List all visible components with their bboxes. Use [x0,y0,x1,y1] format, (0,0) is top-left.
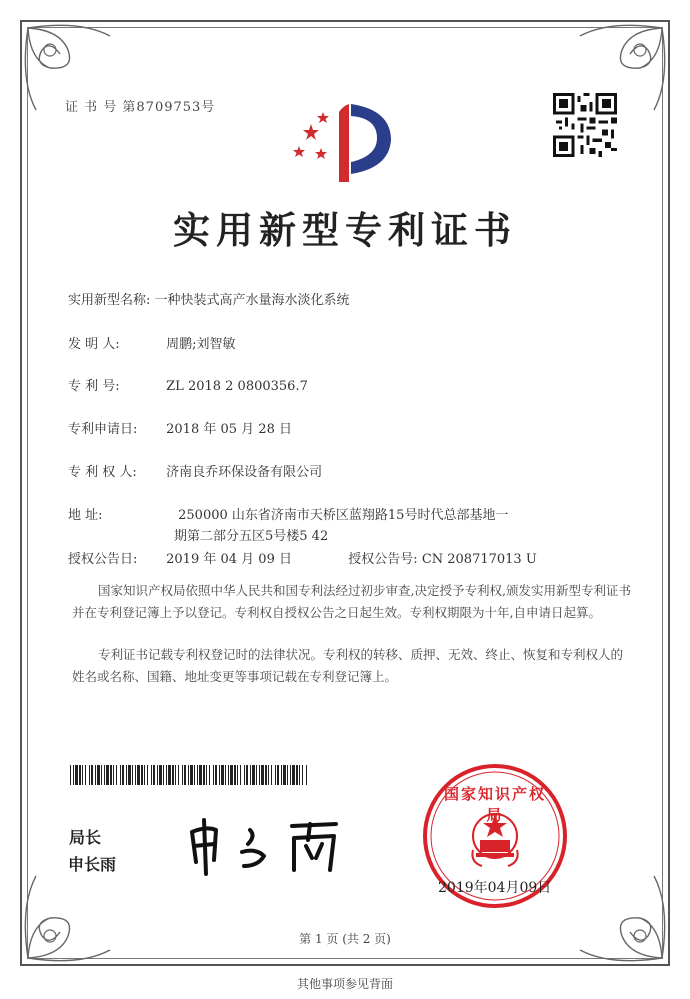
address-line2: 期第二部分五区5号楼5 42 [174,529,329,544]
cnipa-logo-icon [291,102,401,184]
inventor-value: 周鹏;刘智敏 [166,337,236,352]
director-name: 申长雨 [68,855,117,874]
certificate-number: 证 书 号 第8709753号 [65,100,216,115]
qr-code-icon [553,93,617,157]
grant-no-label: 授权公告号: [348,552,418,567]
grant-date-label: 授权公告日: [68,552,138,567]
utility-name-row [68,289,350,308]
utility-name-value: 一种快装式高产水量海水淡化系统 [154,293,350,308]
page-number: 第 1 页 (共 2 页) [299,932,391,946]
seal-text: 国家知识产权局 [443,785,546,824]
patentee-row [68,461,322,480]
footer-note: 其他事项参见背面 [296,977,393,991]
legal-status-paragraph: 专利证书记载专利权登记时的法律状况。专利权的转移、质押、无效、终止、恢复和专利权人的姓名或名称、国籍、地址变更等事项记载在专利登记簿上。 [72,647,624,684]
seal-date: 2019年04月09日 [438,880,552,896]
director-title: 局长 [69,828,102,847]
patent-no-label: 专 利 号: [68,379,120,394]
patentee-label: 专 利 权 人: [68,465,137,480]
certificate-title: 实用新型专利证书 [173,208,517,252]
grant-statement-paragraph: 国家知识产权局依照中华人民共和国专利法经过初步审查,决定授予专利权,颁发实用新型专利证书并在专利登记簿上予以登记。专利权自授权公告之日起生效。专利权期限为十年,自申请日起算。 [72,583,631,620]
director-signature [180,810,360,880]
grant-row [68,548,537,567]
barcode-icon [70,765,308,785]
address-line1: 250000 山东省济南市天桥区蓝翔路15号时代总部基地一 [178,508,509,523]
patent-no-value: ZL 2018 2 0800356.7 [166,379,308,394]
filing-date-row [68,418,292,437]
inventor-row [68,333,236,352]
patentee-value: 济南良乔环保设备有限公司 [166,465,323,480]
inventor-label: 发 明 人: [68,337,120,352]
grant-date-value: 2019 年 04 月 09 日 [166,552,292,567]
address-row [68,504,508,523]
filing-date-value: 2018 年 05 月 28 日 [166,422,292,437]
corner-ornament-bottom-right [560,856,670,966]
filing-date-label: 专利申请日: [68,422,138,437]
utility-name-label: 实用新型名称: [68,293,151,308]
address-label: 地 址: [68,508,103,523]
grant-no-value: CN 208717013 U [421,552,537,567]
patent-no-row [68,375,308,394]
